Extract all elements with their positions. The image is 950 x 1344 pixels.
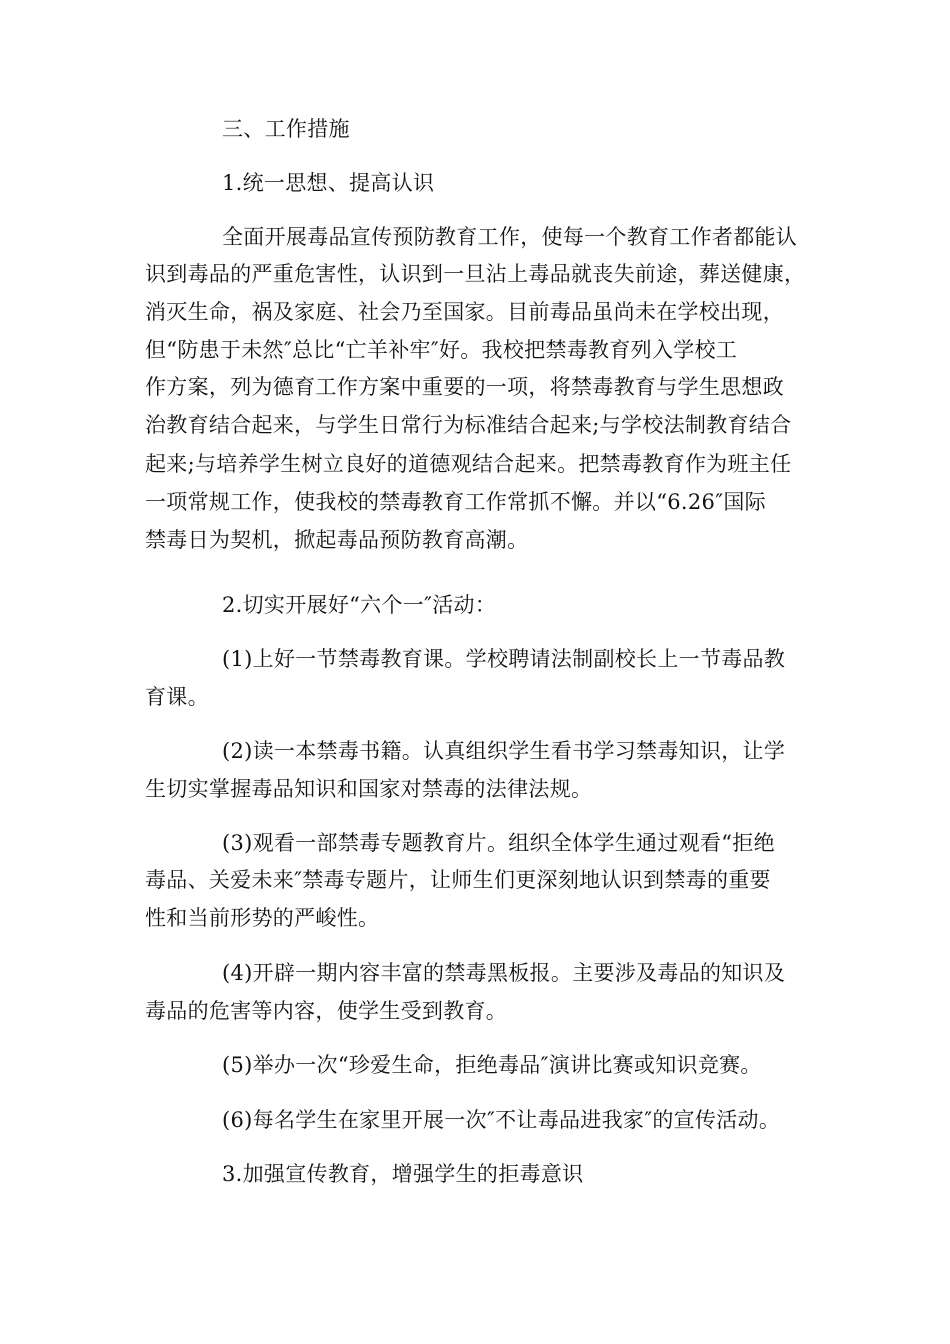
item2-heading: 2.切实开展好“六个一″活动： — [222, 593, 497, 617]
item1-heading: 1.统一思想、提高认识 — [222, 171, 435, 195]
paragraph-line: 治教育结合起来，与学生日常行为标准结合起来;与学校法制教育结合 — [145, 413, 792, 437]
section-heading: 三、工作措施 — [222, 117, 350, 141]
activity-6: (6)每名学生在家里开展一次″不让毒品进我家″的宣传活动。 — [222, 1108, 781, 1132]
paragraph-line: 但“防患于未然″总比“亡羊补牢″好。我校把禁毒教育列入学校工 — [145, 338, 738, 362]
paragraph-line: 作方案，列为德育工作方案中重要的一项，将禁毒教育与学生思想政 — [145, 375, 784, 399]
paragraph-line: (4)开辟一期内容丰富的禁毒黑板报。主要涉及毒品的知识及 — [222, 961, 786, 985]
paragraph-line: 性和当前形势的严峻性。 — [145, 906, 380, 930]
paragraph-line: (1)上好一节禁毒教育课。学校聘请法制副校长上一节毒品教 — [222, 647, 786, 671]
paragraph-line: 禁毒日为契机，掀起毒品预防教育高潮。 — [145, 528, 529, 552]
activity-5: (5)举办一次“珍爱生命，拒绝毒品″演讲比赛或知识竞赛。 — [222, 1053, 762, 1077]
paragraph-line: (2)读一本禁毒书籍。认真组织学生看书学习禁毒知识，让学 — [222, 739, 786, 763]
paragraph-line: 识到毒品的严重危害性，认识到一旦沾上毒品就丧失前途，葬送健康， — [145, 262, 806, 286]
paragraph-line: 起来;与培养学生树立良好的道德观结合起来。把禁毒教育作为班主任 — [145, 452, 792, 476]
paragraph-line: (3)观看一部禁毒专题教育片。组织全体学生通过观看“拒绝 — [222, 831, 775, 855]
paragraph-line: 生切实掌握毒品知识和国家对禁毒的法律法规。 — [145, 777, 593, 801]
item3-heading: 3.加强宣传教育，增强学生的拒毒意识 — [222, 1162, 584, 1186]
paragraph-line: 毒品、关爱未来″禁毒专题片，让师生们更深刻地认识到禁毒的重要 — [145, 868, 771, 892]
paragraph-line: 消灭生命，祸及家庭、社会乃至国家。目前毒品虽尚未在学校出现， — [145, 300, 784, 324]
paragraph-line: 育课。 — [145, 685, 209, 709]
paragraph-line: 全面开展毒品宣传预防教育工作，使每一个教育工作者都能认 — [222, 225, 798, 249]
paragraph-line: 毒品的危害等内容，使学生受到教育。 — [145, 999, 508, 1023]
paragraph-line: 一项常规工作，使我校的禁毒教育工作常抓不懈。并以“6.26″国际 — [145, 490, 766, 514]
